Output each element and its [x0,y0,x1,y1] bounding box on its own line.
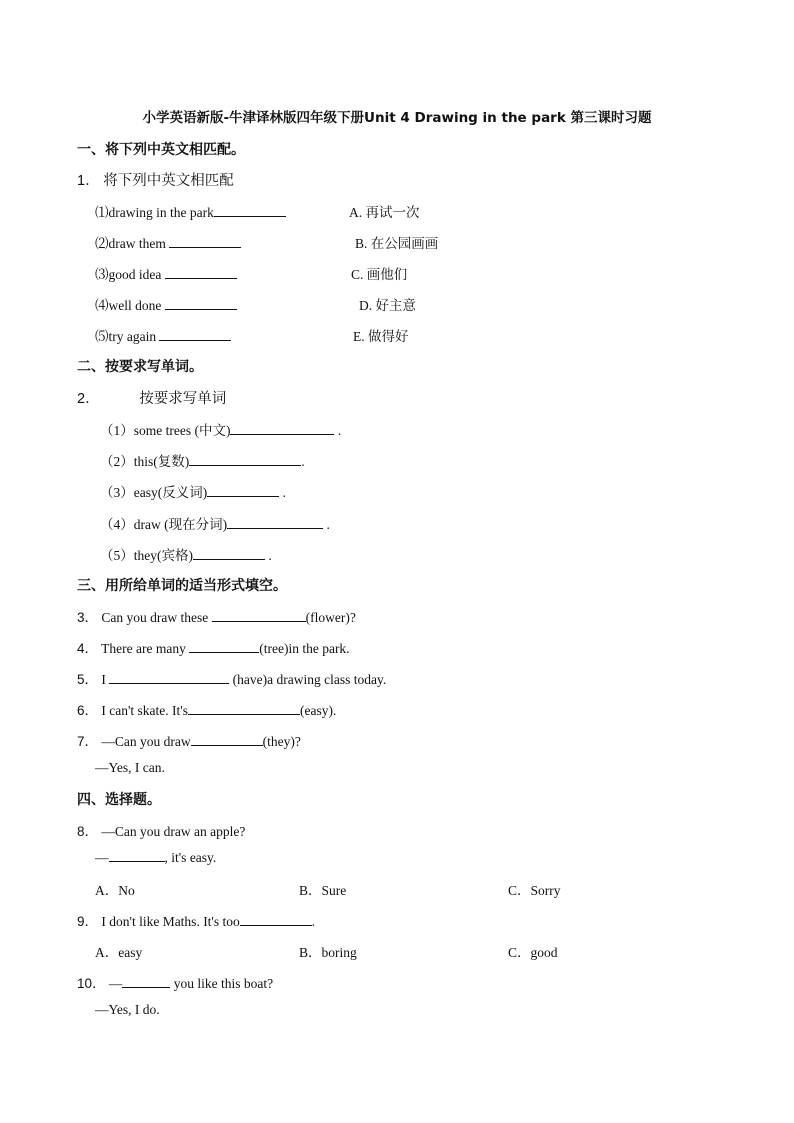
item-end: . [337,423,342,438]
option-key: C． [508,945,531,960]
item-number: （5） [100,548,134,563]
answer-blank[interactable] [214,215,286,217]
question-text: , it's easy. [164,850,217,865]
q9-option-a[interactable] [95,941,142,961]
answer-blank[interactable] [188,713,300,715]
answer-blank[interactable] [165,277,237,279]
question-number: 8． [77,824,99,839]
question-hint: (they)? [262,734,301,749]
question-text: —Can you draw an apple? [101,824,246,839]
answer-blank[interactable] [159,339,231,341]
item-text: easy(反义词) [133,485,208,500]
page-title: 小学英语新版-牛津译林版四年级下册Unit 4 Drawing in the park 第三课时习题 [142,110,652,126]
question-number: 6． [77,703,99,718]
item-text: some trees (中文) [133,423,231,438]
question-number: 7． [77,734,99,749]
q8-option-a[interactable] [95,879,135,899]
answer-blank[interactable] [207,495,279,497]
answer-blank[interactable] [169,246,241,248]
item-number: （2） [100,454,134,469]
option-text: 画他们 [366,267,408,283]
match-item-2 [95,232,241,252]
answer-blank[interactable] [109,860,165,862]
word-item-3 [100,481,286,501]
match-item-5 [95,325,231,345]
item-text: draw them [108,236,166,251]
question-text: I can't skate. It's [101,703,188,718]
question-number: 4． [77,641,99,656]
q8-option-b[interactable] [299,879,346,899]
item-number: ⑵ [95,236,109,251]
option-key: E. [353,329,365,344]
match-option-b [355,232,438,252]
option-text: 再试一次 [365,205,420,221]
word-item-4 [100,513,330,533]
question-8-line2 [95,850,216,866]
dash: — [95,850,109,865]
word-item-5 [100,544,272,564]
question-4 [77,637,350,657]
answer-blank[interactable] [165,308,237,310]
answer-blank[interactable] [122,986,170,988]
question-number: 9． [77,914,99,929]
option-key: A． [95,945,119,960]
item-end: . [326,517,330,532]
question-9 [77,910,315,930]
answer-blank[interactable] [240,924,312,926]
question-5 [77,668,386,688]
word-item-2 [100,450,305,470]
match-option-c [351,263,407,283]
section-heading-4: 四、选择题。 [77,792,161,808]
question-number: 10． [77,976,106,991]
section-heading-1: 一、将下列中英文相匹配。 [77,142,245,158]
question-hint: (have)a drawing class today. [229,672,387,687]
match-option-e [353,325,409,345]
item-end: . [282,485,286,500]
option-text: 在公园画画 [370,236,439,252]
answer-blank[interactable] [109,682,229,684]
q8-option-c[interactable] [508,879,561,899]
question-8 [77,820,245,840]
question-6 [77,699,336,719]
answer-blank[interactable] [230,433,334,435]
item-text: good idea [108,267,162,282]
item-number: ⑶ [95,267,109,282]
section-heading-2: 二、按要求写单词。 [77,359,203,375]
answer-blank[interactable] [227,527,323,529]
item-text: draw (现在分词) [133,517,228,532]
option-key: C． [508,883,531,898]
option-text: Sorry [530,883,561,898]
q9-option-c[interactable] [508,941,558,961]
answer-blank[interactable] [189,464,301,466]
match-item-4 [95,294,237,314]
option-text: No [118,883,135,898]
item-text: try again [108,329,157,344]
item-number: （1） [100,423,134,438]
question-number: 3． [77,610,99,625]
option-text: easy [118,945,143,960]
option-key: A． [95,883,119,898]
option-text: good [530,945,558,960]
item-text: drawing in the park [108,205,214,220]
question-2 [77,387,226,408]
question-hint: (easy). [299,703,337,718]
option-key: B． [299,945,322,960]
item-number: ⑸ [95,329,109,344]
match-option-d [359,294,416,314]
option-text: 好主意 [375,298,416,314]
answer-blank[interactable] [191,744,263,746]
item-number: ⑷ [95,298,109,313]
item-end: . [301,454,305,469]
match-item-3 [95,263,237,283]
option-key: D. [359,298,373,313]
question-text: I don't like Maths. It's too [101,914,240,929]
question-hint: (flower)? [305,610,356,625]
question-number: 5． [77,672,99,687]
word-item-1 [100,419,341,439]
question-number: 2． [77,391,100,407]
item-text: well done [108,298,162,313]
question-3 [77,606,356,626]
question-7 [77,730,301,750]
question-hint: (tree)in the park. [259,641,350,656]
option-text: 做得好 [368,329,409,345]
question-10-answer: —Yes, I do. [95,1002,160,1017]
question-1 [77,169,234,190]
question-end: . [311,914,316,929]
question-number: 1． [77,173,100,189]
match-item-1 [95,201,286,221]
dash: — [108,976,123,991]
answer-blank[interactable] [193,558,265,560]
question-text: I [101,672,110,687]
option-key: A. [349,205,363,220]
option-text: Sure [321,883,347,898]
question-text: you like this boat? [170,976,274,991]
option-key: B. [355,236,368,251]
item-number: （4） [100,517,134,532]
item-end: . [268,548,272,563]
answer-blank[interactable] [212,620,306,622]
answer-blank[interactable] [189,651,259,653]
match-option-a [349,201,420,221]
item-number: （3） [100,485,134,500]
question-text: There are many [101,641,190,656]
item-text: they(宾格) [133,548,193,563]
question-7-answer: —Yes, I can. [95,760,165,775]
question-text: —Can you draw [101,734,191,749]
option-text: boring [321,945,357,960]
option-key: B． [299,883,322,898]
option-key: C. [351,267,364,282]
section-heading-3: 三、用所给单词的适当形式填空。 [77,578,287,594]
question-text: 将下列中英文相匹配 [103,173,234,189]
question-text: 按要求写单词 [139,391,227,407]
item-text: this(复数) [133,454,190,469]
q9-option-b[interactable] [299,941,357,961]
question-10 [77,972,273,992]
question-text: Can you draw these [101,610,212,625]
item-number: ⑴ [95,205,109,220]
